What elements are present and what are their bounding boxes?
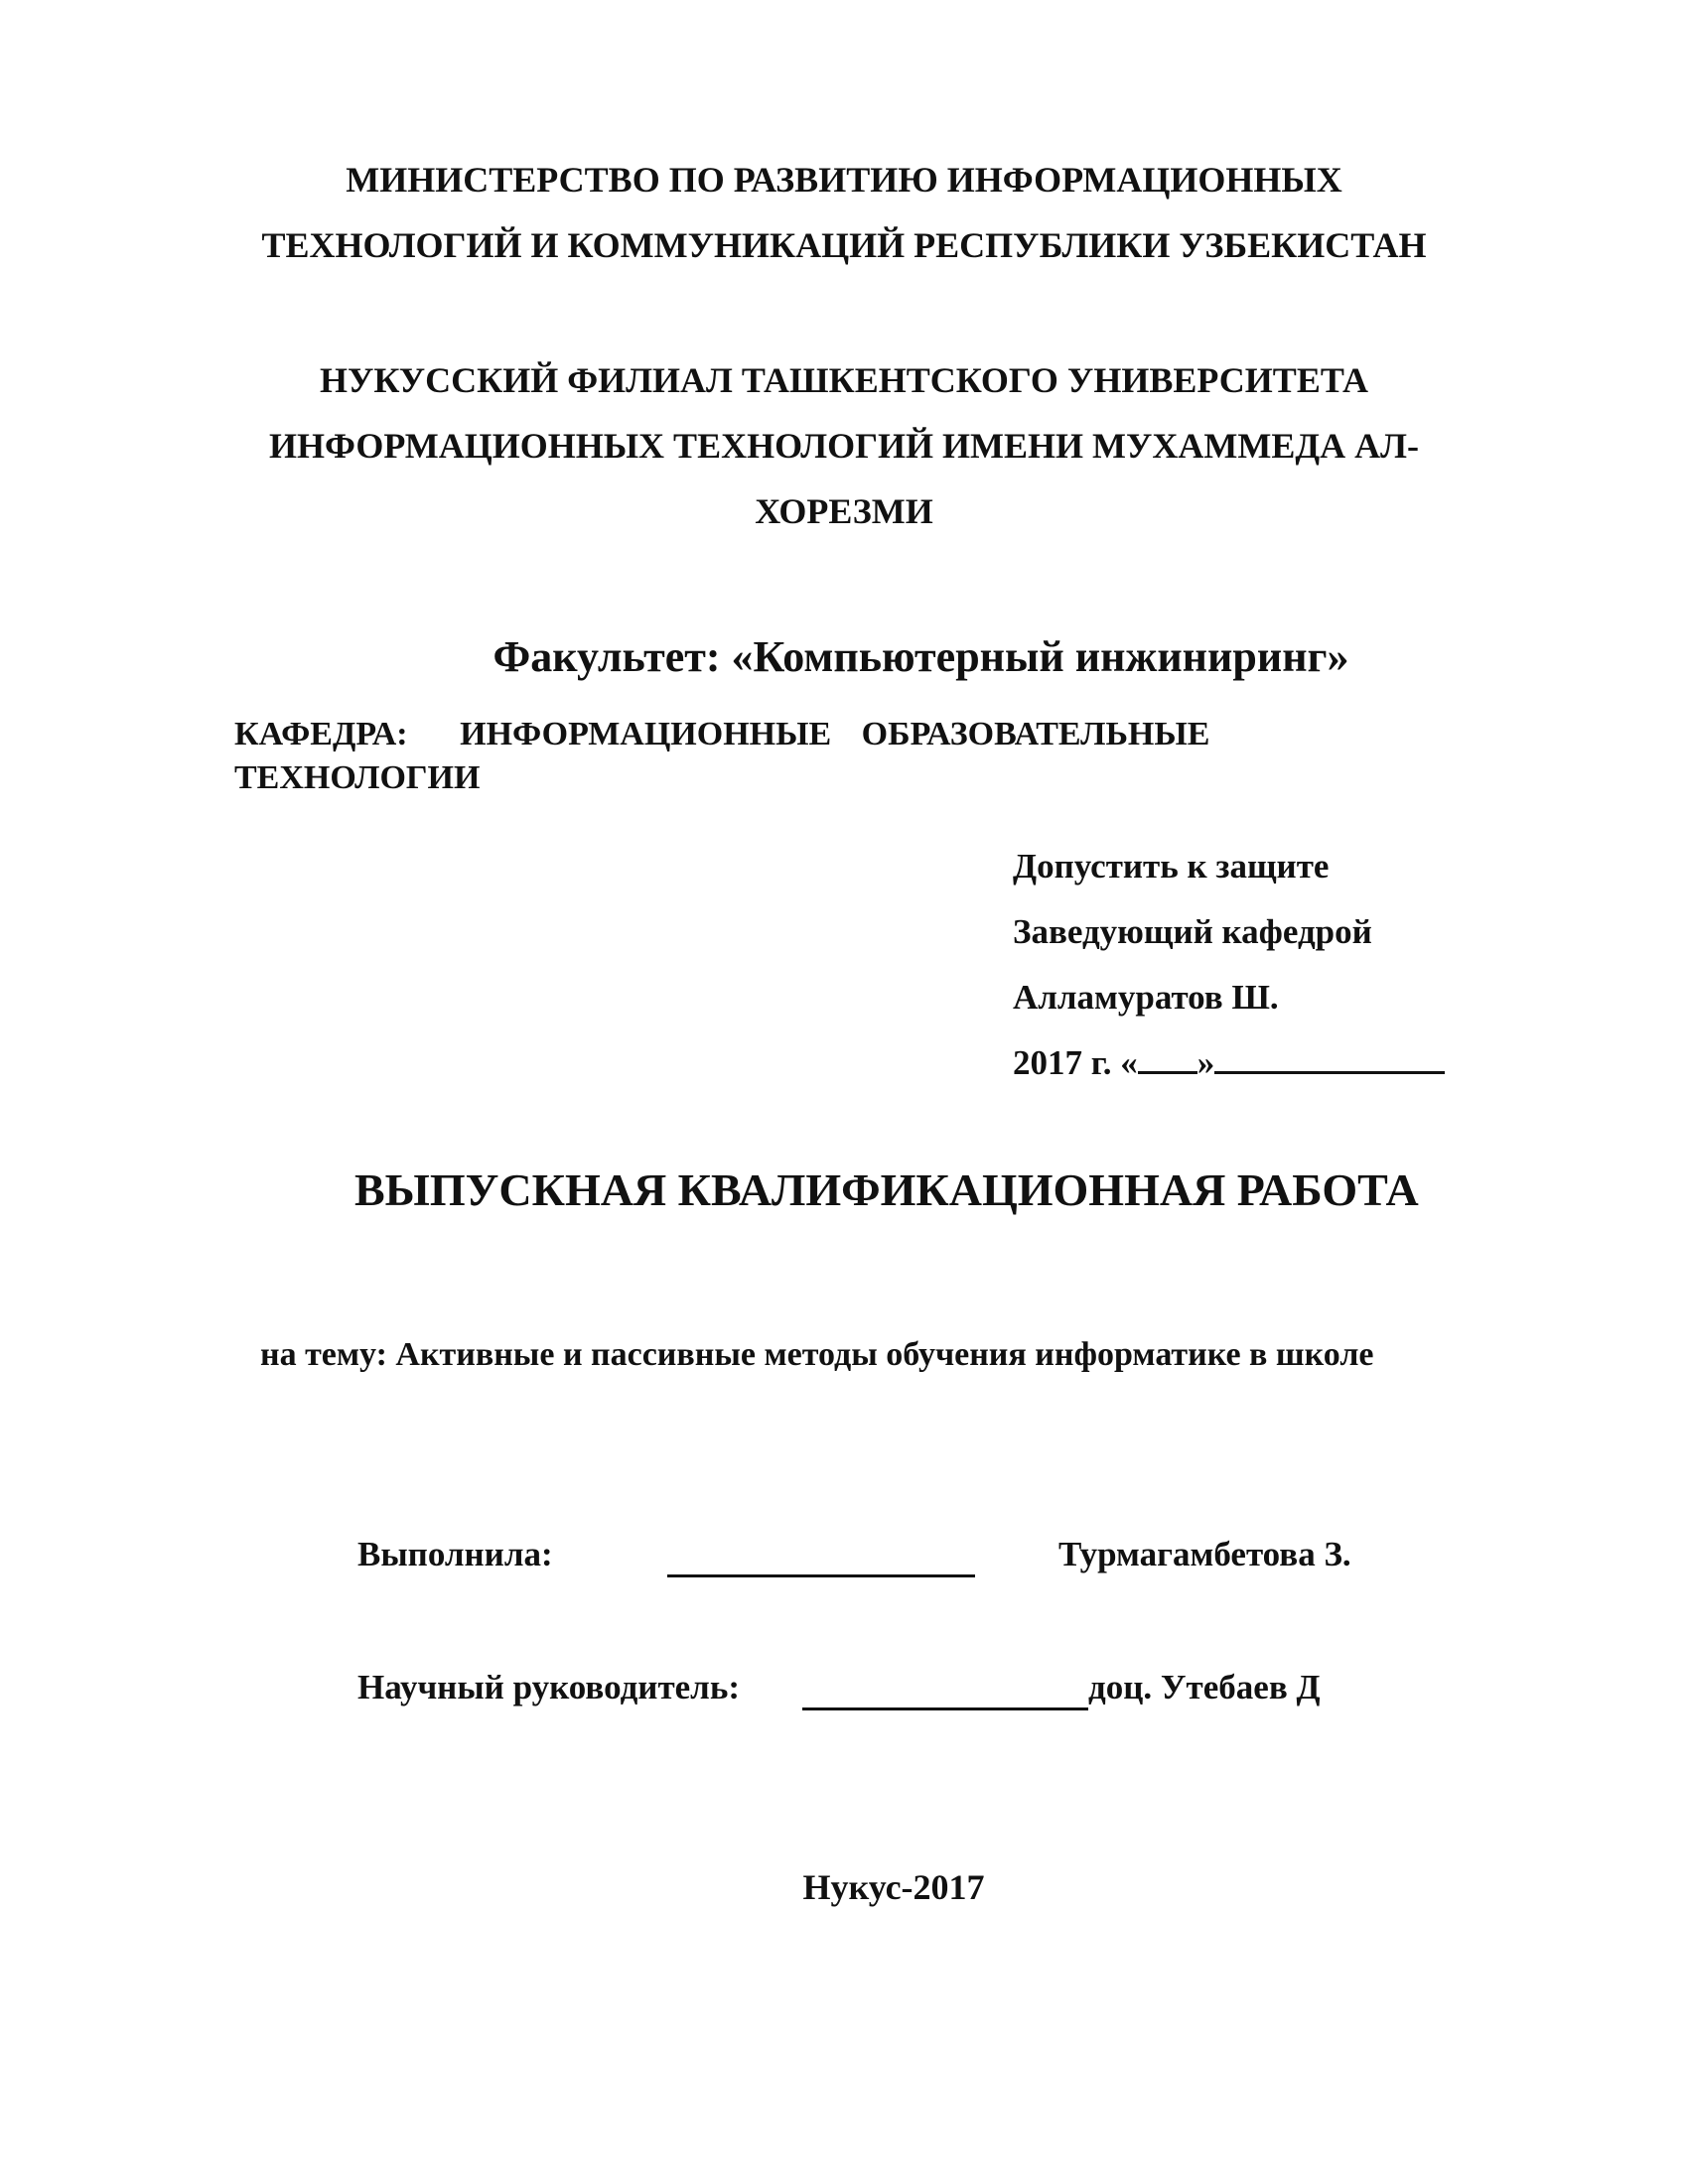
- day-blank: [1138, 1041, 1197, 1074]
- kafedra-line-1: [234, 713, 1209, 756]
- branch-line-2: ИНФОРМАЦИОННЫХ ТЕХНОЛОГИЙ ИМЕНИ МУХАММЕДА АЛ-: [269, 426, 1419, 466]
- date-mid: »: [1196, 1043, 1215, 1082]
- date-prefix: 2017 г. «: [1013, 1043, 1138, 1082]
- approval-block: [1013, 834, 1445, 1096]
- city-year: Нукус-2017: [802, 1867, 985, 1907]
- ministry-header: [0, 147, 1688, 278]
- performed-name: Турмагамбетова З.: [1058, 1535, 1351, 1573]
- ministry-line-2: ТЕХНОЛОГИЙ И КОММУНИКАЦИЙ РЕСПУБЛИКИ УЗБЕКИСТАН: [261, 225, 1427, 265]
- kafedra-line-2: ТЕХНОЛОГИИ: [234, 759, 481, 796]
- faculty-title: Факультет: «Компьютерный инжиниринг»: [492, 632, 1349, 681]
- approval-line-3: Алламуратов Ш.: [1013, 978, 1279, 1017]
- kafedra-block: [234, 713, 1209, 800]
- branch-header: [0, 347, 1688, 544]
- thesis-topic: на тему: Активные и пассивные методы обучения информатике в школе: [260, 1336, 1374, 1373]
- performed-label: Выполнила:: [357, 1535, 553, 1573]
- branch-line-3: ХОРЕЗМИ: [755, 491, 933, 531]
- month-blank: [1214, 1041, 1445, 1074]
- document-title: ВЫПУСКНАЯ КВАЛИФИКАЦИОННАЯ РАБОТА: [354, 1164, 1419, 1215]
- approval-date-line: [1013, 1030, 1445, 1096]
- approval-line-2: Заведующий кафедрой: [1013, 912, 1372, 951]
- performed-signature-line: [667, 1541, 975, 1577]
- ministry-line-1: МИНИСТЕРСТВО ПО РАЗВИТИЮ ИНФОРМАЦИОННЫХ: [346, 160, 1342, 200]
- supervisor-label: Научный руководитель:: [357, 1668, 740, 1706]
- approval-line-1: Допустить к защите: [1013, 847, 1330, 886]
- kafedra-word-2: ОБРАЗОВАТЕЛЬНЫЕ: [861, 716, 1210, 752]
- supervisor-signature-line: [802, 1674, 1088, 1710]
- kafedra-label: КАФЕДРА:: [234, 716, 408, 752]
- branch-line-1: НУКУССКИЙ ФИЛИАЛ ТАШКЕНТСКОГО УНИВЕРСИТЕТА: [319, 360, 1369, 400]
- kafedra-word-1: ИНФОРМАЦИОННЫЕ: [460, 716, 832, 752]
- supervisor-name: доц. Утебаев Д: [1088, 1668, 1321, 1706]
